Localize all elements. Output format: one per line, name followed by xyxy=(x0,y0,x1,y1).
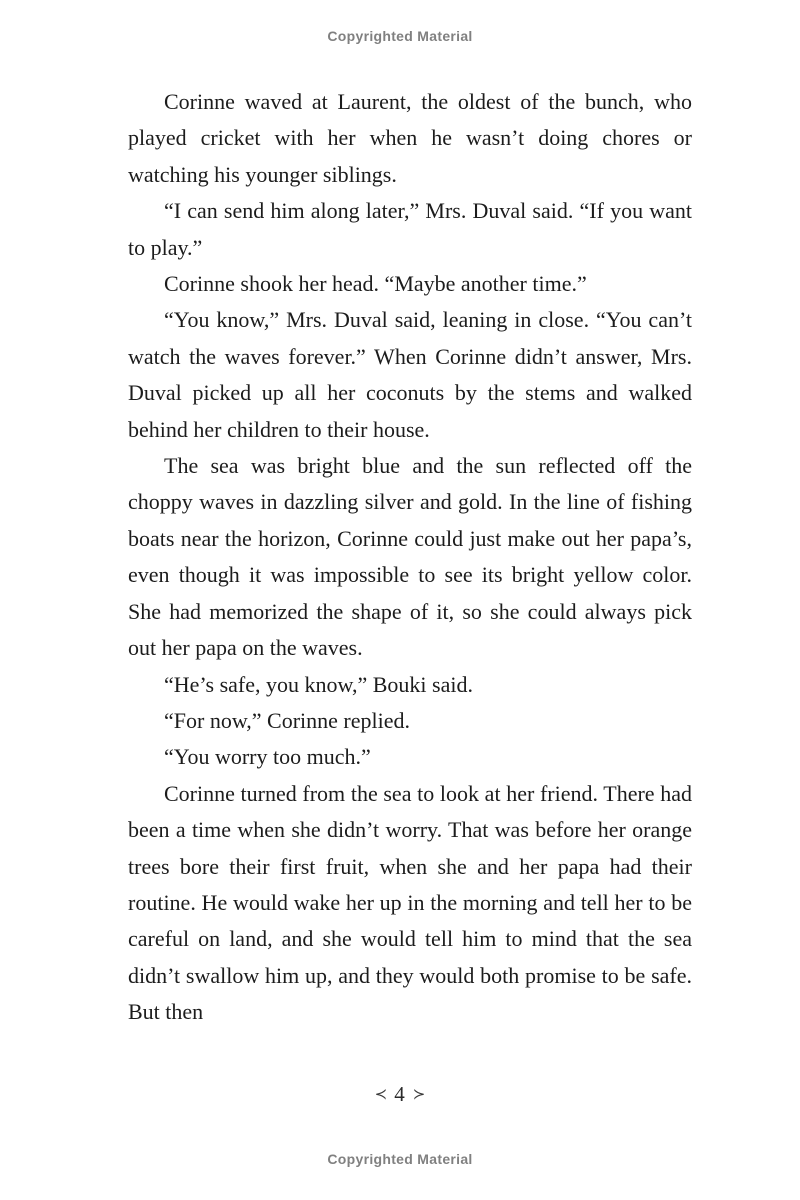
paragraph: “He’s safe, you know,” Bouki said. xyxy=(164,671,473,697)
paragraph: Corinne shook her head. “Maybe another time.” xyxy=(164,271,587,297)
text-block xyxy=(128,84,692,1031)
paragraph: Corinne turned from the sea to look at her friend. There had been a time when she didn’t worry. That was before her orange trees bore their first fruit, when she and her papa had their routine. He would wake her up in the morning and tell her to be careful on land, and she would tell him to mind that the sea didn’t swallow him up, and they would both promise to be safe. But then xyxy=(128,780,692,1025)
paragraph: “I can send him along later,” Mrs. Duval said. “If you want to play.” xyxy=(128,198,692,260)
page-footer xyxy=(0,1082,800,1107)
paragraph: The sea was bright blue and the sun reflected off the choppy waves in dazzling silver and gold. In the line of fishing boats near the horizon, Corinne could just make out her papa’s, even though it was impossible to see its bright yellow color. She had memorized the shape of it, so she could always pick out her papa on the waves. xyxy=(128,453,692,661)
copyright-notice-bottom: Copyrighted Material xyxy=(327,1151,473,1167)
paragraph: Corinne waved at Laurent, the oldest of the bunch, who played cricket with her when he wasn’t doing chores or watching his younger siblings. xyxy=(128,89,692,187)
paragraph: “You know,” Mrs. Duval said, leaning in close. “You can’t watch the waves forever.” When Corinne didn’t answer, Mrs. Duval picked up all her coconuts by the stems and walked behind her children to their house. xyxy=(128,307,692,442)
footer-ornament-left: ≺ xyxy=(374,1087,388,1103)
page-number: 4 xyxy=(394,1082,406,1106)
copyright-notice-top: Copyrighted Material xyxy=(327,28,473,44)
paragraph: “For now,” Corinne replied. xyxy=(164,707,411,733)
paragraph: “You worry too much.” xyxy=(164,744,371,770)
footer-ornament-right: ≻ xyxy=(412,1087,426,1103)
